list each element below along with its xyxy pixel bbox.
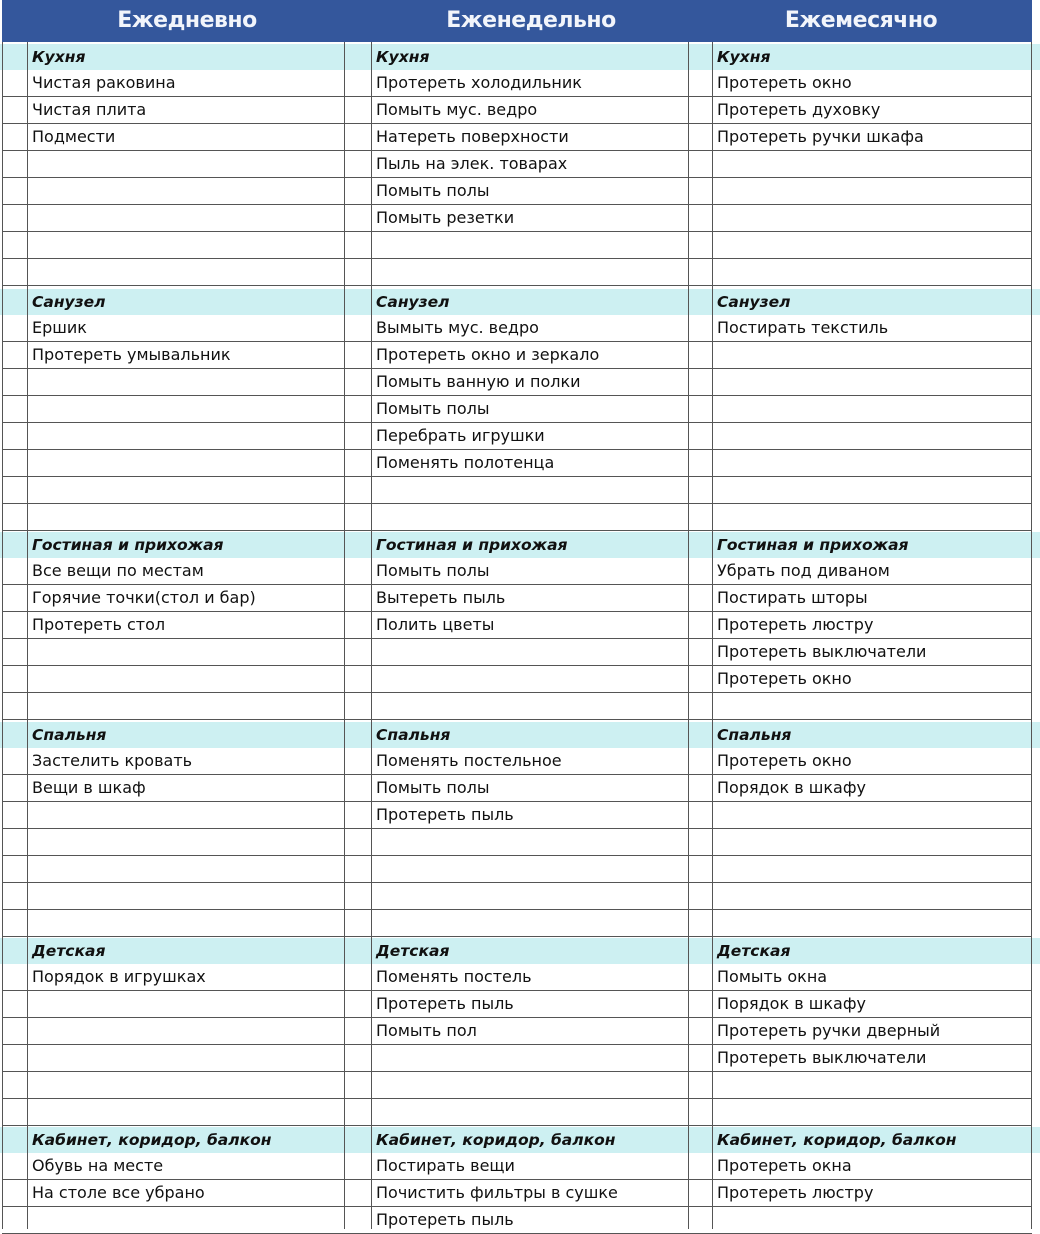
row-divider [2, 285, 1032, 286]
task-cell[interactable] [28, 450, 344, 476]
task-cell[interactable] [28, 369, 344, 395]
task-cell[interactable] [713, 1207, 1031, 1233]
table-row [0, 97, 1040, 124]
row-divider [2, 1125, 1032, 1126]
task-cell[interactable] [28, 259, 344, 285]
task-cell[interactable] [28, 477, 344, 503]
table-row [0, 991, 1040, 1018]
section-header-office [0, 1127, 1040, 1153]
category-label: Спальня [32, 726, 107, 744]
task-cell[interactable]: Протереть стол [32, 615, 166, 634]
table-row [0, 910, 1040, 937]
task-cell[interactable]: Застелить кровать [32, 751, 193, 770]
task-cell[interactable]: Протереть выключатели [717, 1048, 927, 1067]
task-cell[interactable]: Протереть ручки дверный [717, 1021, 941, 1040]
task-cell[interactable] [713, 259, 1031, 285]
row-divider [2, 530, 1032, 531]
task-cell[interactable] [372, 504, 688, 530]
task-cell[interactable]: Протереть духовку [717, 100, 881, 119]
task-cell[interactable] [713, 450, 1031, 476]
column-divider [2, 42, 3, 1229]
category-label: Санузел [32, 293, 106, 311]
table-row [0, 1072, 1040, 1099]
task-cell[interactable]: Поменять постель [376, 967, 532, 986]
header-bar [2, 0, 1032, 42]
task-cell[interactable]: Натереть поверхности [376, 127, 569, 146]
task-cell[interactable]: Постирать вещи [376, 1156, 515, 1175]
table-row [0, 639, 1040, 666]
table-row [0, 1207, 1040, 1234]
task-cell[interactable]: Помыть пол [376, 1021, 477, 1040]
category-label: Детская [32, 942, 106, 960]
table-row [0, 775, 1040, 802]
task-cell[interactable] [713, 883, 1031, 909]
task-cell[interactable] [372, 829, 688, 855]
task-cell[interactable] [713, 829, 1031, 855]
task-cell[interactable] [28, 856, 344, 882]
task-cell[interactable] [372, 1099, 688, 1125]
category-label: Кабинет, коридор, балкон [32, 1131, 272, 1149]
task-cell[interactable]: Подмести [32, 127, 116, 146]
task-cell[interactable] [28, 178, 344, 204]
table-row [0, 829, 1040, 856]
task-cell[interactable] [28, 883, 344, 909]
table-row [0, 612, 1040, 639]
task-cell[interactable]: Чистая плита [32, 100, 147, 119]
task-cell[interactable] [28, 205, 344, 231]
category-label: Кухня [32, 48, 86, 66]
table-row [0, 1018, 1040, 1045]
task-cell[interactable] [372, 1072, 688, 1098]
task-cell[interactable] [713, 178, 1031, 204]
task-cell[interactable] [28, 1018, 344, 1044]
table-row [0, 124, 1040, 151]
category-label: Кабинет, коридор, балкон [376, 1131, 616, 1149]
table-row [0, 232, 1040, 259]
task-cell[interactable] [713, 1099, 1031, 1125]
task-cell[interactable] [713, 205, 1031, 231]
task-cell[interactable] [713, 423, 1031, 449]
section-header-living-room [0, 532, 1040, 558]
section-header-kitchen [0, 44, 1040, 70]
task-cell[interactable]: Чистая раковина [32, 73, 176, 92]
task-cell[interactable] [713, 1072, 1031, 1098]
task-cell[interactable]: Протереть пыль [376, 805, 514, 824]
task-cell[interactable]: Вымыть мус. ведро [376, 318, 539, 337]
table-row [0, 450, 1040, 477]
category-label: Детская [717, 942, 791, 960]
task-cell[interactable] [372, 1045, 688, 1071]
table-row [0, 70, 1040, 97]
header-weekly: Еженедельно [446, 8, 616, 33]
task-cell[interactable]: Протереть люстру [717, 615, 874, 634]
column-divider [344, 42, 345, 1229]
task-cell[interactable] [372, 910, 688, 936]
task-cell[interactable] [28, 1072, 344, 1098]
task-cell[interactable] [372, 693, 688, 719]
table-row [0, 585, 1040, 612]
section-header-kids-room [0, 938, 1040, 964]
row-divider [2, 719, 1032, 720]
task-cell[interactable]: Протереть окно [717, 73, 852, 92]
category-label: Кабинет, коридор, балкон [717, 1131, 957, 1149]
task-cell[interactable]: Помыть полы [376, 778, 490, 797]
table-row [0, 504, 1040, 531]
column-divider [688, 42, 689, 1229]
category-label: Гостиная и прихожая [32, 536, 224, 554]
header-monthly: Ежемесячно [784, 8, 938, 33]
task-cell[interactable]: Горячие точки(стол и бар) [32, 588, 256, 607]
task-cell[interactable]: Полить цветы [376, 615, 495, 634]
task-cell[interactable] [28, 423, 344, 449]
task-cell[interactable] [28, 504, 344, 530]
table-row [0, 964, 1040, 991]
task-cell[interactable]: Протереть ручки шкафа [717, 127, 924, 146]
task-cell[interactable]: Ершик [32, 318, 87, 337]
section-header-bathroom [0, 289, 1040, 315]
category-label: Санузел [717, 293, 791, 311]
task-cell[interactable]: Протереть умывальник [32, 345, 231, 364]
table-row [0, 883, 1040, 910]
header-daily: Ежедневно [117, 8, 257, 33]
task-cell[interactable]: Все вещи по местам [32, 561, 204, 580]
column-divider [371, 42, 372, 1229]
table-row [0, 856, 1040, 883]
task-cell[interactable]: Вытереть пыль [376, 588, 506, 607]
table-row [0, 205, 1040, 232]
task-cell[interactable] [28, 639, 344, 665]
table-row [0, 396, 1040, 423]
task-cell[interactable]: Протереть пыль [376, 1210, 514, 1229]
task-cell[interactable]: Пыль на элек. товарах [376, 154, 568, 173]
task-cell[interactable]: Протереть окно и зеркало [376, 345, 600, 364]
section-header-bedroom [0, 722, 1040, 748]
row-divider [2, 936, 1032, 937]
table-row [0, 477, 1040, 504]
task-cell[interactable]: Порядок в шкафу [717, 778, 866, 797]
task-cell[interactable] [372, 666, 688, 692]
task-cell[interactable] [713, 369, 1031, 395]
task-cell[interactable]: Вещи в шкаф [32, 778, 146, 797]
table-row [0, 1045, 1040, 1072]
task-cell[interactable]: Перебрать игрушки [376, 426, 545, 445]
task-cell[interactable]: Протереть выключатели [717, 642, 927, 661]
table-row [0, 178, 1040, 205]
table-row [0, 315, 1040, 342]
table-row [0, 693, 1040, 720]
task-cell[interactable]: Обувь на месте [32, 1156, 164, 1175]
task-cell[interactable] [713, 856, 1031, 882]
column-divider [27, 42, 28, 1229]
task-cell[interactable]: Порядок в шкафу [717, 994, 866, 1013]
task-cell[interactable]: Помыть полы [376, 561, 490, 580]
task-cell[interactable] [28, 829, 344, 855]
task-cell[interactable] [713, 802, 1031, 828]
task-cell[interactable] [28, 666, 344, 692]
task-cell[interactable]: Протереть окна [717, 1156, 852, 1175]
task-cell[interactable] [713, 504, 1031, 530]
task-cell[interactable] [28, 991, 344, 1017]
task-cell[interactable] [372, 477, 688, 503]
task-cell[interactable]: Постирать текстиль [717, 318, 889, 337]
task-cell[interactable] [713, 396, 1031, 422]
task-cell[interactable] [372, 883, 688, 909]
table-row [0, 802, 1040, 829]
table-row [0, 1153, 1040, 1180]
task-cell[interactable] [713, 342, 1031, 368]
task-cell[interactable]: Поменять постельное [376, 751, 562, 770]
column-divider [1031, 42, 1032, 1229]
task-cell[interactable] [372, 856, 688, 882]
task-cell[interactable]: На столе все убрано [32, 1183, 205, 1202]
column-divider [712, 42, 713, 1229]
task-cell[interactable]: Постирать шторы [717, 588, 868, 607]
task-cell[interactable] [28, 232, 344, 258]
task-cell[interactable]: Помыть полы [376, 181, 490, 200]
category-label: Гостиная и прихожая [376, 536, 568, 554]
task-cell[interactable]: Протереть люстру [717, 1183, 874, 1202]
task-cell[interactable] [28, 1207, 344, 1233]
category-label: Спальня [376, 726, 451, 744]
task-cell[interactable]: Помыть мус. ведро [376, 100, 538, 119]
task-cell[interactable] [713, 151, 1031, 177]
task-cell[interactable] [28, 396, 344, 422]
category-label: Гостиная и прихожая [717, 536, 909, 554]
table-row [0, 423, 1040, 450]
task-cell[interactable]: Протереть пыль [376, 994, 514, 1013]
task-cell[interactable]: Помыть ванную и полки [376, 372, 581, 391]
task-cell[interactable]: Протереть холодильник [376, 73, 582, 92]
category-label: Санузел [376, 293, 450, 311]
table-row [0, 1099, 1040, 1126]
table-row [0, 666, 1040, 693]
task-cell[interactable]: Почистить фильтры в сушке [376, 1183, 618, 1202]
task-cell[interactable] [28, 693, 344, 719]
table-row [0, 342, 1040, 369]
task-cell[interactable] [28, 910, 344, 936]
task-cell[interactable] [713, 910, 1031, 936]
table-row [0, 259, 1040, 286]
task-cell[interactable]: Порядок в игрушках [32, 967, 206, 986]
table-row [0, 1180, 1040, 1207]
task-cell[interactable]: Помыть окна [717, 967, 828, 986]
task-cell[interactable] [713, 232, 1031, 258]
task-cell[interactable] [713, 693, 1031, 719]
category-label: Кухня [717, 48, 771, 66]
task-cell[interactable]: Протереть окно [717, 669, 852, 688]
task-cell[interactable] [28, 1045, 344, 1071]
table-row [0, 151, 1040, 178]
task-cell[interactable] [372, 232, 688, 258]
task-cell[interactable] [28, 802, 344, 828]
task-cell[interactable]: Помыть полы [376, 399, 490, 418]
task-cell[interactable] [372, 259, 688, 285]
table-row [0, 369, 1040, 396]
task-cell[interactable]: Поменять полотенца [376, 453, 555, 472]
table-row [0, 558, 1040, 585]
task-cell[interactable] [713, 477, 1031, 503]
task-cell[interactable] [28, 1099, 344, 1125]
task-cell[interactable]: Протереть окно [717, 751, 852, 770]
task-cell[interactable]: Убрать под диваном [717, 561, 890, 580]
category-label: Детская [376, 942, 450, 960]
task-cell[interactable]: Помыть резетки [376, 208, 515, 227]
table-row [0, 748, 1040, 775]
category-label: Спальня [717, 726, 792, 744]
task-cell[interactable] [372, 639, 688, 665]
category-label: Кухня [376, 48, 430, 66]
task-cell[interactable] [28, 151, 344, 177]
